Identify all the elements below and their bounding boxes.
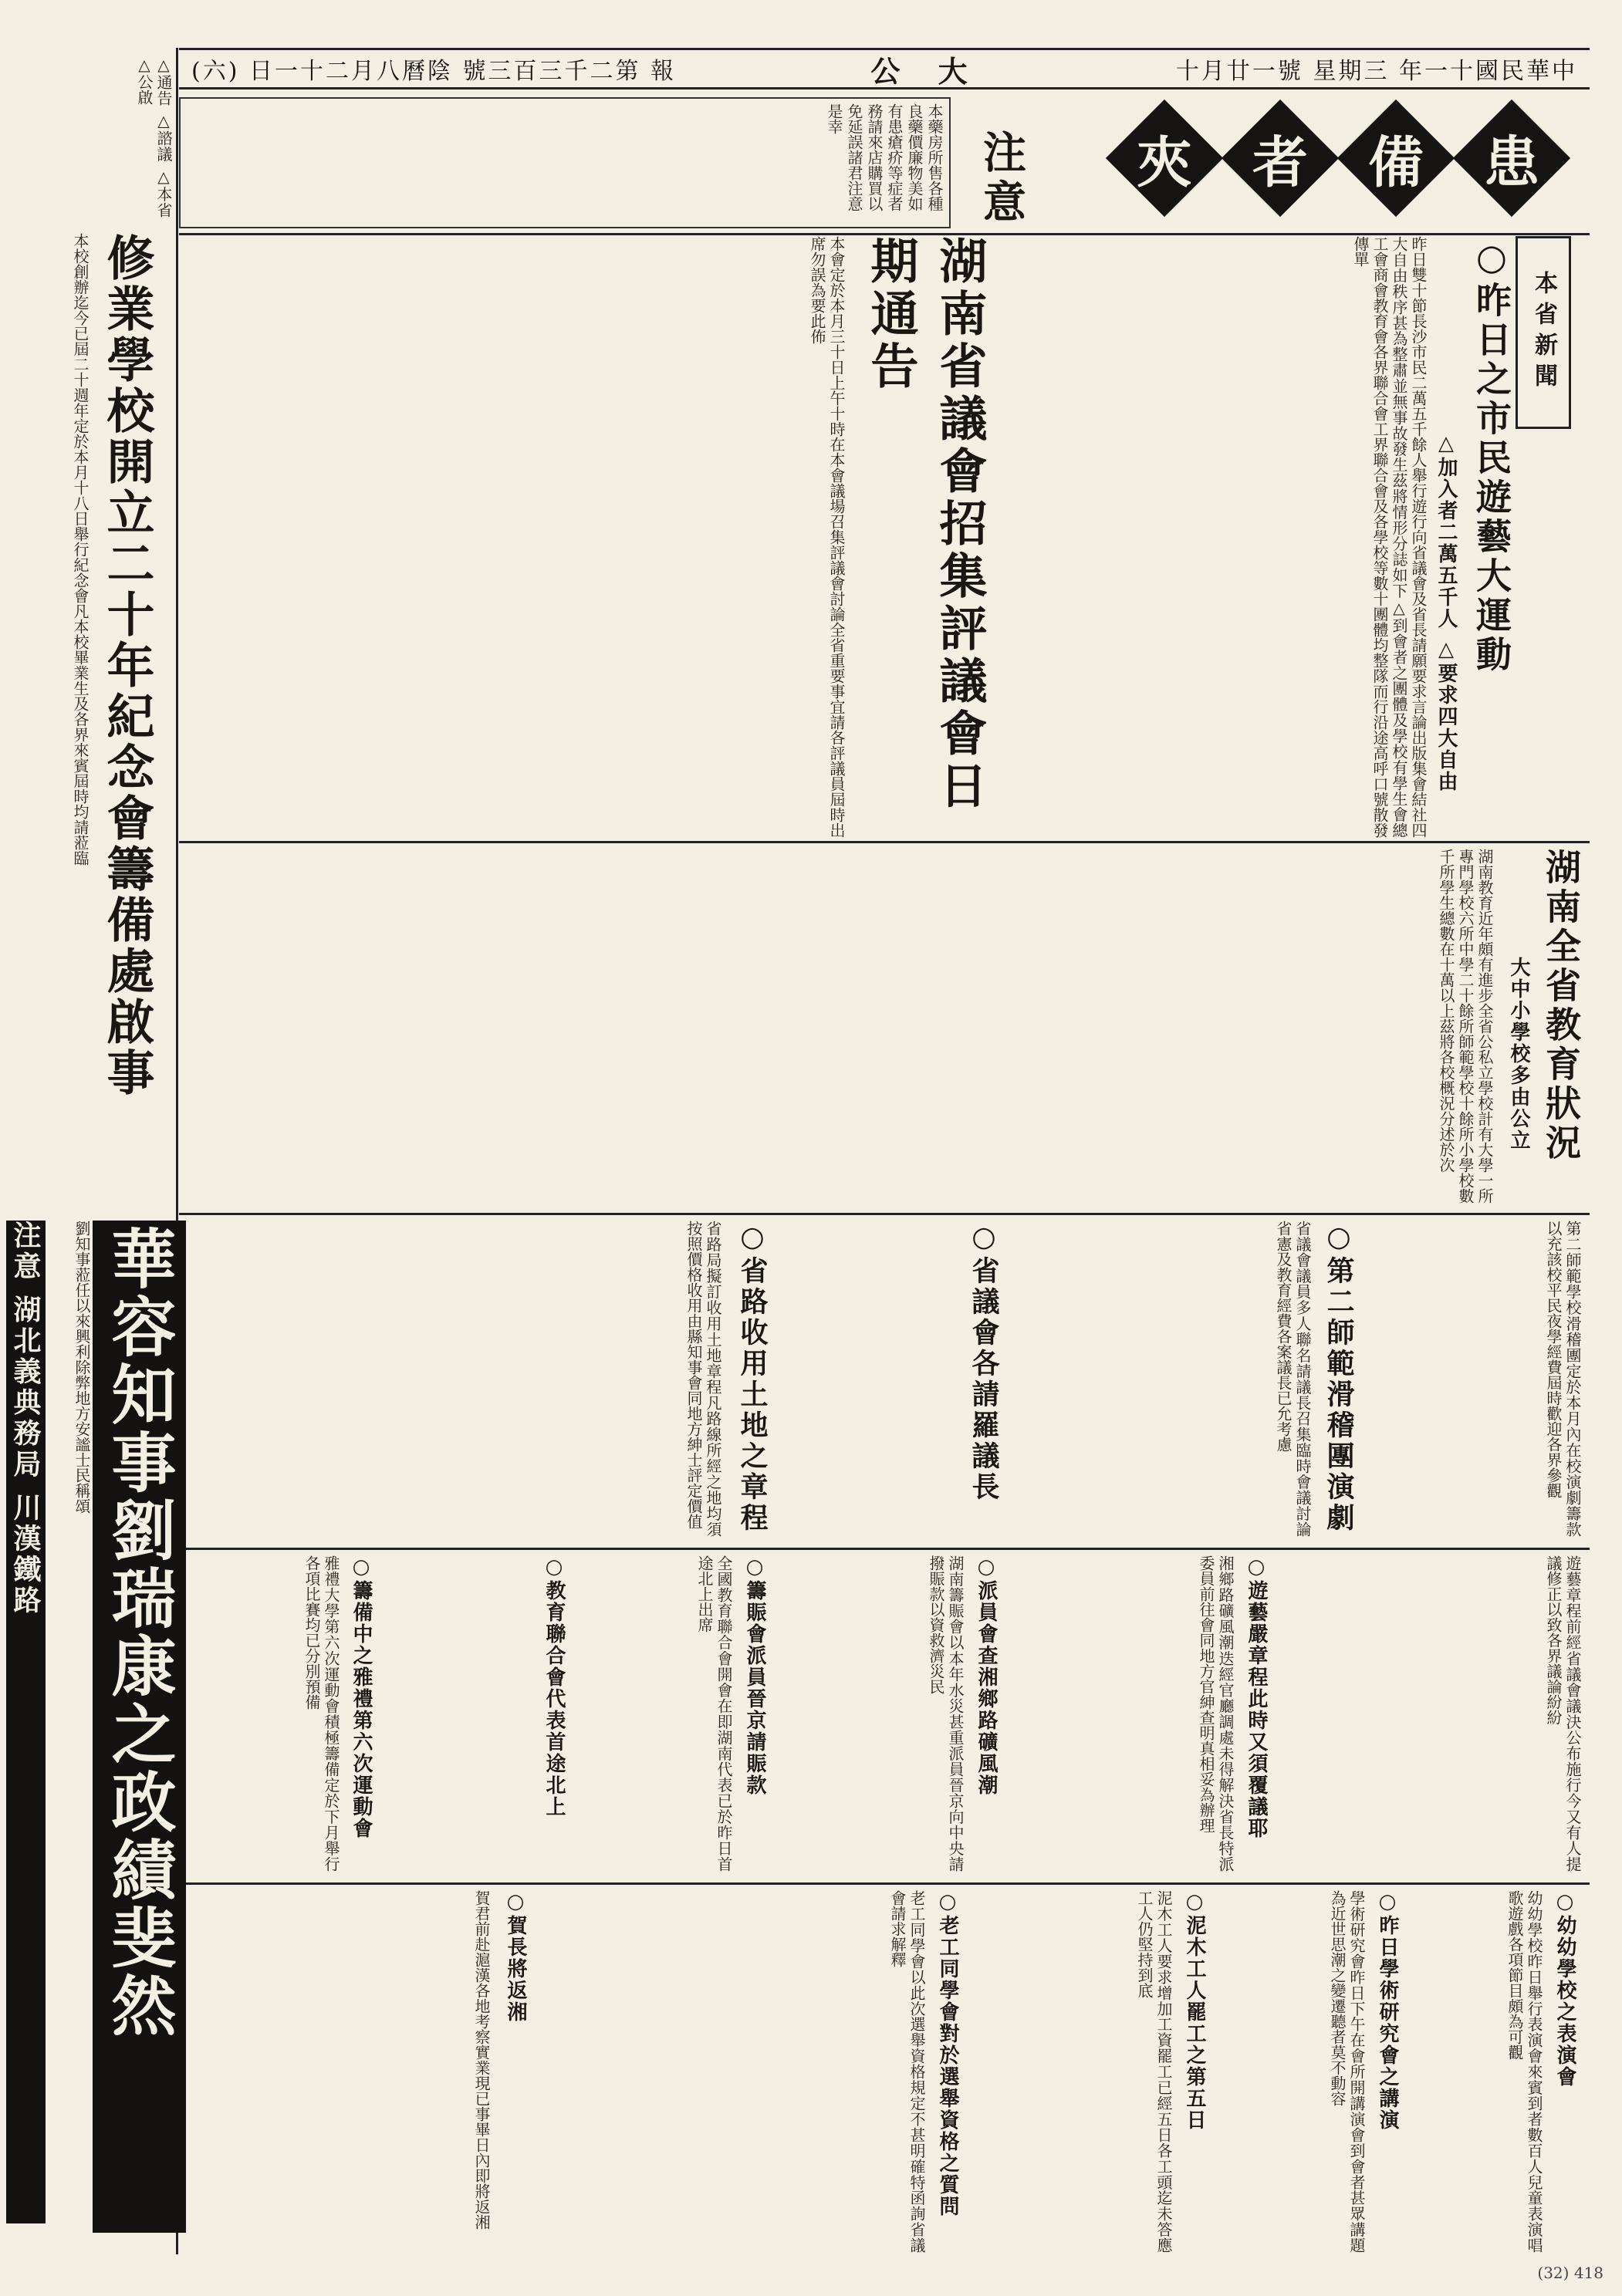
tier-divider <box>179 1882 1590 1885</box>
article-body: 幼幼學校昨日舉行表演會來賓到者數百人兒童表演唱歌遊戲各項節目頗為可觀 <box>1505 1890 1543 2253</box>
article-headline: ○ 老工同學會對於選舉資格之質問 <box>934 1890 962 2253</box>
school-notice-body: 本校創辦迄今已屆二十週年定於本月十八日舉行紀念會凡本校畢業生及各界來賓屆時均請蒞臨 <box>71 233 90 866</box>
article-headline: ○ 派員會查湘鄉路礦風潮 <box>972 1555 1001 1872</box>
article-headline: ○ 昨日之市民遊藝大運動 <box>1466 236 1517 838</box>
article-body: 遊藝章程前經省議會議決公布施行今又有人提議修正以致各界議論紛紛 <box>1544 1555 1582 1872</box>
article-headline: 湖南全省教育狀況 <box>1540 849 1582 1163</box>
paper-name: 公 大 <box>870 53 982 89</box>
article-body: 昨日雙十節長沙市民二萬五千餘人舉行遊行向省議會及省長請願要求言論出版集會結社四大自由秩序甚為整肅並無事故發生茲將情形分誌如下△到會者之團體及學校有學生會總工會商會教育會各界聯合會工界聯合會及各學校等數十團體均整隊而行沿途高呼口號散發傳單 <box>1351 236 1428 838</box>
notice-headline: 湖南省議會招集評議會日期通告 <box>863 236 988 813</box>
notice-body: 本會定於本月三十日上午十時在本會議場召集評議會討論全省重要事宜請各評議員屆時出席勿誤為要此佈 <box>808 236 846 838</box>
governor-notice-headline: 華容知事劉瑞康之政績斐然 <box>93 1221 186 2233</box>
article-body: 湖南教育近年頗有進步全省公私立學校計有大學一所專門學校六所中學二十餘所師範學校十餘所小學校數千所學生總數在十萬以上茲將各校概況分述於次 <box>1437 849 1494 1204</box>
article-body: 省路局擬訂收用土地章程凡路線所經之地均須按照價格收用由縣知事會同地方紳士評定價值 <box>684 1221 722 1537</box>
article-headline: ○ 賀長將返湘 <box>502 1890 530 2253</box>
tier-divider <box>179 1548 1590 1550</box>
tier-divider <box>179 1213 1590 1215</box>
masthead-lunar-date: (六) 日一十二月八曆陰 號三百三千二第 報 <box>191 58 677 85</box>
banner-char-1: 患 <box>1453 100 1570 217</box>
article-subhead: △加入者二萬五千人 △要求四大自由 <box>1434 432 1458 793</box>
tier-divider <box>179 233 1590 235</box>
school-notice-headline: 修業學校開立二十年紀念會籌備處啟事 <box>99 233 155 1099</box>
article-body: 全國教育聯合會開會在即湖南代表已於昨日首途北上出席 <box>695 1555 733 1872</box>
governor-notice-body: 劉知事蒞任以來興利除弊地方安謐士民稱頌 <box>73 1221 91 1514</box>
article-headline: ○ 籌賑會派員晉京請賑款 <box>741 1555 769 1872</box>
section-label: 本省新聞 <box>1516 236 1571 429</box>
top-ad-strip: 本藥房所售各種良藥價廉物美如有患瘡疥等症者務請來店購買以免延誤諸君注意是幸 <box>179 97 951 228</box>
banner-char-4: 夾 <box>1106 100 1223 217</box>
article-headline: ○ 省議會各請羅議長 <box>965 1221 1004 1537</box>
page-footer: (32) 418 <box>1537 2264 1603 2282</box>
article-body: 湖南籌賑會以本年水災甚重派員晉京向中央請撥賑款以資救濟災民 <box>927 1555 965 1872</box>
article-body: 學術研究會昨日下午在會所開講演會到會者甚眾講題為近世思潮之變遷聽者莫不動容 <box>1328 1890 1366 2253</box>
article-body: 雅禮大學第六次運動會積極籌備定於下月舉行各項比賽均已分別預備 <box>302 1555 340 1872</box>
article-subhead: 大中小學校多由公立 <box>1507 957 1530 1151</box>
ad-notice-top: △通告 △諮議 △本省 △公啟 <box>135 56 173 218</box>
article-headline: ○ 泥木工人罷工之第五日 <box>1181 1890 1209 2253</box>
article-headline: ○ 籌備中之雅禮第六次運動會 <box>347 1555 376 1872</box>
article-headline: ○ 第二師範滑稽團演劇 <box>1320 1221 1359 1537</box>
article-headline: ○ 遊藝嚴章程此時又須覆議耶 <box>1242 1555 1271 1872</box>
banner-attention-label: 注意 <box>976 130 1027 228</box>
article-body: 泥木工人要求增加工資罷工已經五日各工頭迄未答應工人仍堅持到底 <box>1135 1890 1173 2253</box>
article-body: 省議會議員多人聯名請議長召集臨時會議討論省憲及教育經費各案議長已允考慮 <box>1274 1221 1312 1537</box>
article-headline: ○ 教育聯合會代表首途北上 <box>540 1555 569 1872</box>
article-body: 老工同學會以此次選舉資格規定不甚明確特函詢省議會請求解釋 <box>888 1890 926 2253</box>
article-body: 第二師範學校滑稽團定於本月內在校演劇籌款以充該校平民夜學經費屆時歡迎各界參觀 <box>1544 1221 1582 1537</box>
banner-char-2: 備 <box>1337 100 1455 217</box>
left-advertisement-column <box>0 48 176 2254</box>
banner-advertisement <box>957 97 1590 228</box>
article-headline: ○ 幼幼學校之表演會 <box>1551 1890 1580 2253</box>
shop-notice-headline: 注意 湖北義典務局 川漢鐵路 <box>6 1221 46 2223</box>
article-headline: ○ 昨日學術研究會之講演 <box>1374 1890 1402 2253</box>
article-headline: ○ 省路收用土地之章程 <box>733 1221 772 1537</box>
article-body: 湘鄉路礦風潮迭經官廳調處未得解決省長特派委員前往會同地方官紳查明真相妥為辦理 <box>1197 1555 1235 1872</box>
tier-divider <box>179 841 1590 843</box>
masthead-issue-date: 十月廿一號 星期三 年一十國民華中 <box>1175 58 1577 85</box>
article-body: 賀君前赴滬漢各地考察實業現已事畢日內即將返湘 <box>472 1890 491 2230</box>
banner-char-3: 者 <box>1222 100 1339 217</box>
masthead <box>179 48 1590 89</box>
